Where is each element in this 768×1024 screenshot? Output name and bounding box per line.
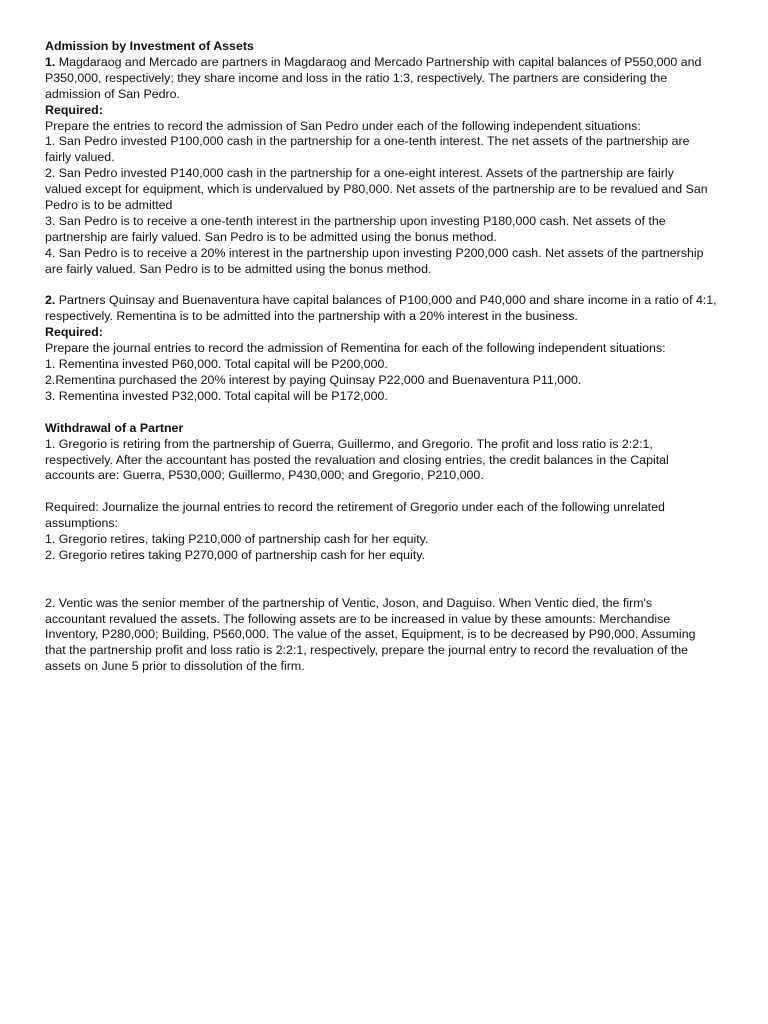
withdrawal-2-line: 2. Ventic was the senior member of the partnership of Ventic, Joson, and Daguiso. When Ventic died, the firm's: [45, 595, 653, 610]
withdrawal-2-line: accountant revalued the assets. The following assets are to be increased in value by these amounts: Merchandise: [45, 611, 671, 626]
withdrawal-1-line: 1. Gregorio is retiring from the partnership of Guerra, Guillermo, and Gregorio. The profit and loss ratio is 2:2:1,: [45, 436, 653, 451]
section-heading-admission: Admission by Investment of Assets: [45, 39, 254, 53]
section-heading-withdrawal: Withdrawal of a Partner: [45, 420, 184, 435]
spacer: [45, 405, 725, 421]
situation-line: fairly valued.: [45, 150, 115, 165]
withdrawal-2-line: Inventory, P280,000; Building, P560,000. The value of the asset, Equipment, is to be decreased by P90,000. Assuming: [45, 627, 696, 642]
instruction-text: Prepare the journal entries to record the admission of Rementina for each of the following independent situations:: [45, 341, 666, 356]
situation-line: are fairly valued. San Pedro is to be admitted using the bonus method.: [45, 261, 432, 276]
problem-1-line-2: P350,000, respectively; they share income and loss in the ratio 1:3, respectively. The partners are considering the: [45, 70, 668, 85]
withdrawal-required-line: 1. Gregorio retires, taking P210,000 of partnership cash for her equity.: [45, 532, 429, 547]
problem-2-line-2: respectively. Rementina is to be admitted into the partnership with a 20% interest in the business.: [45, 309, 578, 324]
required-label: Required:: [45, 325, 103, 340]
situation-line: 2.Rementina purchased the 20% interest by paying Quinsay P22,000 and Buenaventura P11,000.: [45, 373, 582, 388]
problem-number: 1.: [45, 54, 56, 69]
situation-line: partnership are fairly valued. San Pedro is to be admitted using the bonus method.: [45, 229, 497, 244]
situation-line: 3. San Pedro is to receive a one-tenth interest in the partnership upon investing P180,000 cash. Net assets of the: [45, 213, 666, 228]
spacer: [45, 484, 725, 500]
situation-line: 1. San Pedro invested P100,000 cash in the partnership for a one-tenth interest. The net assets of the partnership are: [45, 134, 690, 149]
situation-line: 1. Rementina invested P60,000. Total capital will be P200,000.: [45, 357, 388, 372]
required-label: Required:: [45, 102, 103, 117]
situation-line: valued except for equipment, which is undervalued by P80,000. Net assets of the partnership are to be revalued and San: [45, 182, 708, 197]
withdrawal-1-line: accounts are: Guerra, P530,000; Guillermo, P430,000; and Gregorio, P210,000.: [45, 468, 484, 483]
problem-text: Partners Quinsay and Buenaventura have capital balances of P100,000 and P40,000 and share income in a ratio of 4:1,: [55, 293, 717, 308]
situation-line: Pedro is to be admitted: [45, 198, 173, 213]
instruction-text: Prepare the entries to record the admission of San Pedro under each of the following independent situations:: [45, 118, 641, 133]
problem-1-line-3: admission of San Pedro.: [45, 86, 180, 101]
withdrawal-2-line: that the partnership profit and loss ratio is 2:2:1, respectively, prepare the journal entry to record the revaluation of the: [45, 643, 689, 658]
problem-text: Magdaraog and Mercado are partners in Magdaraog and Mercado Partnership with capital balances of P550,000 and: [55, 54, 702, 69]
situation-line: 2. San Pedro invested P140,000 cash in the partnership for a one-eight interest. Assets of the partnership are fairly: [45, 166, 674, 181]
spacer: [45, 278, 725, 294]
withdrawal-2-line: assets on June 5 prior to dissolution of the firm.: [45, 659, 305, 674]
withdrawal-1-line: respectively. After the accountant has posted the revaluation and closing entries, the credit balances in the Capital: [45, 452, 669, 467]
problem-number: 2.: [45, 293, 56, 308]
withdrawal-required-line: 2. Gregorio retires taking P270,000 of partnership cash for her equity.: [45, 547, 425, 562]
situation-line: 3. Rementina invested P32,000. Total capital will be P172,000.: [45, 388, 388, 403]
document-page: [45, 39, 725, 675]
situation-line: 4. San Pedro is to receive a 20% interest in the partnership upon investing P200,000 cash. Net assets of the partnership: [45, 245, 704, 260]
spacer: [45, 564, 725, 596]
withdrawal-required-line: assumptions:: [45, 516, 119, 531]
withdrawal-required-line: Required: Journalize the journal entries to record the retirement of Gregorio under each of the following unrelated: [45, 500, 665, 515]
problem-2-line-1: [45, 293, 725, 309]
problem-1-line-1: [45, 55, 725, 71]
